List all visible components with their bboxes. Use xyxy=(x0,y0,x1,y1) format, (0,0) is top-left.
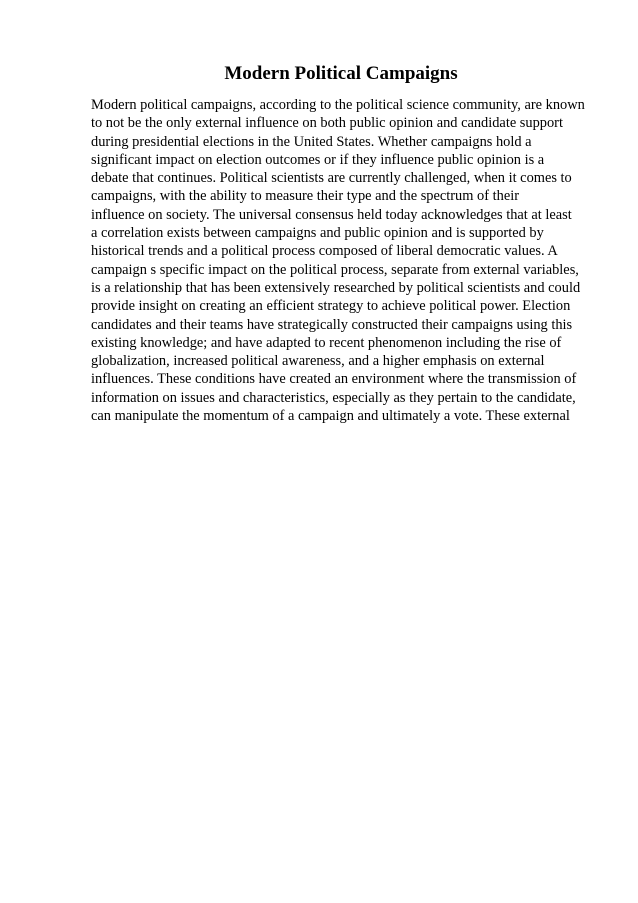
paragraph-line: debate that continues. Political scientists are currently challenged, when it comes to xyxy=(91,170,572,187)
paragraph-line: to not be the only external influence on both public opinion and candidate support xyxy=(91,115,563,132)
paragraph-line: significant impact on election outcomes or if they influence public opinion is a xyxy=(91,151,545,168)
paragraph-line: historical trends and a political process composed of liberal democratic values. A xyxy=(91,243,558,260)
paragraph-line: is a relationship that has been extensively researched by political scientists and could xyxy=(91,279,581,296)
page-title: Modern Political Campaigns xyxy=(224,63,458,84)
paragraph-line: can manipulate the momentum of a campaign and ultimately a vote. These external xyxy=(91,408,570,425)
paragraph-line: information on issues and characteristics, especially as they pertain to the candidate, xyxy=(91,389,576,406)
paragraph-line: provide insight on creating an efficient strategy to achieve political power. Election xyxy=(91,298,571,315)
paragraph-line: campaign s specific impact on the political process, separate from external variables, xyxy=(91,261,579,278)
paragraph-line: influence on society. The universal consensus held today acknowledges that at least xyxy=(91,206,572,223)
paragraph-line: a correlation exists between campaigns and public opinion and is supported by xyxy=(91,225,544,242)
body-paragraph xyxy=(91,96,611,425)
paragraph-line: influences. These conditions have created an environment where the transmission of xyxy=(91,371,577,388)
paragraph-line: globalization, increased political awareness, and a higher emphasis on external xyxy=(91,353,545,370)
paragraph-line: existing knowledge; and have adapted to recent phenomenon including the rise of xyxy=(91,334,562,351)
paragraph-line: candidates and their teams have strategically constructed their campaigns using this xyxy=(91,316,573,333)
paragraph-line: during presidential elections in the United States. Whether campaigns hold a xyxy=(91,133,532,150)
paragraph-line: campaigns, with the ability to measure their type and the spectrum of their xyxy=(91,188,519,205)
paragraph-line: Modern political campaigns, according to the political science community, are known xyxy=(91,97,585,113)
